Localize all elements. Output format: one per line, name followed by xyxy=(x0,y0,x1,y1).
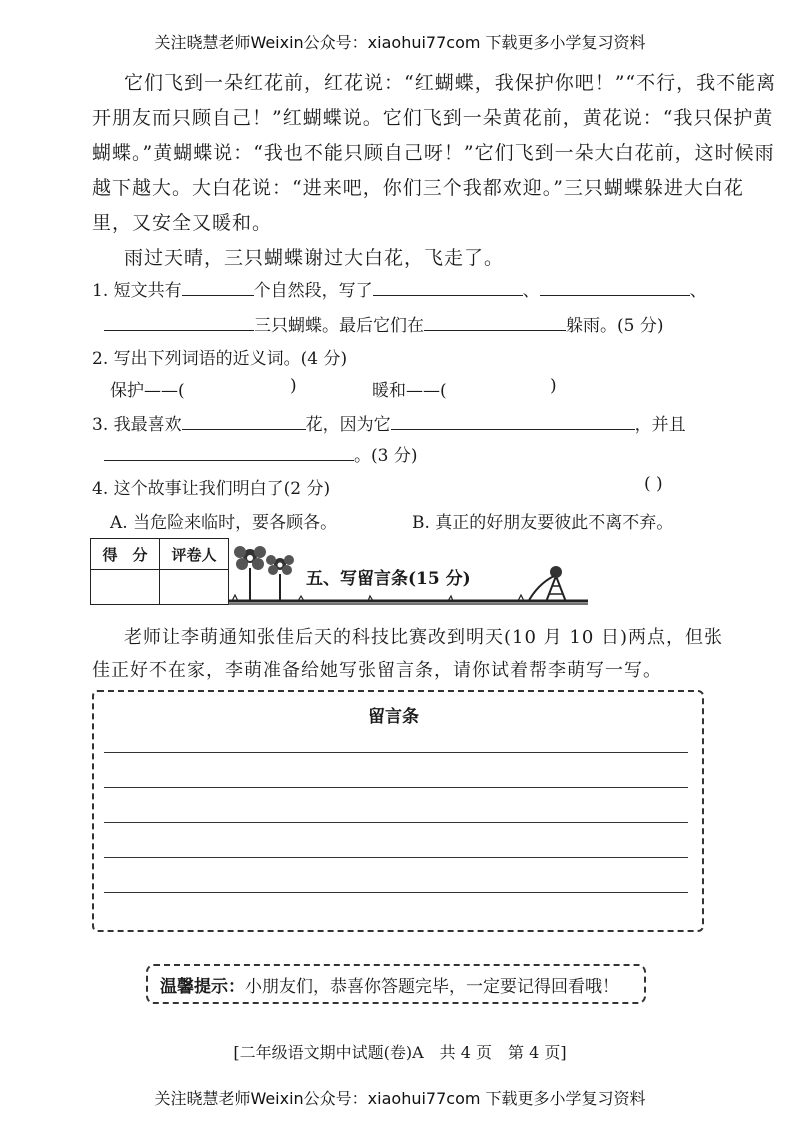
writing-line[interactable] xyxy=(104,822,688,823)
q3-text-d: 。(3 分) xyxy=(354,446,418,466)
q4-answer-paren[interactable]: ( ) xyxy=(644,474,663,494)
q1-text-a: 1. 短文共有 xyxy=(92,281,182,301)
story-line: 开朋友而只顾自己！”红蝴蝶说。它们飞到一朵黄花前，黄花说：“我只保护黄 xyxy=(92,107,774,129)
q2-word-1-close: ) xyxy=(290,376,297,396)
grader-header: 评卷人 xyxy=(160,539,229,570)
q1-blank-paragraph-count[interactable] xyxy=(182,277,254,296)
q1-blank-butterfly-1[interactable] xyxy=(373,277,523,296)
tip-text xyxy=(160,972,619,997)
tip-body: 小朋友们，恭喜你答题完毕，一定要记得回看哦！ xyxy=(245,977,619,997)
page-footer: [二年级语文期中试题(卷)A 共 4 页 第 4 页] xyxy=(233,1043,567,1062)
story-line: 它们飞到一朵红花前，红花说：“红蝴蝶，我保护你吧！”“不行，我不能离 xyxy=(124,72,777,94)
grass-ground xyxy=(228,595,588,604)
section-5-instruction: 老师让李萌通知张佳后天的科技比赛改到明天(10 月 10 日)两点，但张 xyxy=(124,627,724,648)
score-table xyxy=(90,538,229,605)
flower-icon xyxy=(234,546,266,600)
section-5-instruction: 佳正好不在家，李萌准备给她写张留言条，请你试着帮李萌写一写。 xyxy=(92,660,662,681)
q2-word-1: 保护——( xyxy=(110,381,185,401)
note-title: 留言条 xyxy=(368,707,419,727)
question-3-line-1 xyxy=(92,410,686,435)
writing-line[interactable] xyxy=(104,857,688,858)
q1-blank-butterfly-3[interactable] xyxy=(104,312,254,331)
q1-text-b: 个自然段，写了 xyxy=(253,281,373,301)
story-line: 蝴蝶。”黄蝴蝶说：“我也不能只顾自己呀！”它们飞到一朵大白花前，这时候雨 xyxy=(92,142,775,164)
question-3-line-2 xyxy=(104,441,417,466)
q3-text-a: 3. 我最喜欢 xyxy=(92,415,182,435)
q1-sep-2: 、 xyxy=(689,281,707,301)
writing-line[interactable] xyxy=(104,787,688,788)
q1-blank-butterfly-2[interactable] xyxy=(540,277,690,296)
q1-blank-shelter[interactable] xyxy=(424,312,566,331)
question-4-title: 4. 这个故事让我们明白了(2 分) xyxy=(92,479,331,499)
q3-text-b: 花，因为它 xyxy=(305,415,391,435)
top-watermark: 关注晓慧老师Weixin公众号：xiaohui77com 下载更多小学复习资料 xyxy=(154,33,646,52)
question-2-title: 2. 写出下列词语的近义词。(4 分) xyxy=(92,349,348,369)
writing-line[interactable] xyxy=(104,892,688,893)
bottom-watermark: 关注晓慧老师Weixin公众号：xiaohui77com 下载更多小学复习资料 xyxy=(154,1089,646,1108)
tip-label: 温馨提示： xyxy=(160,977,245,997)
question-1-line-2 xyxy=(104,311,663,336)
flower-icon xyxy=(266,555,294,600)
slide-icon xyxy=(528,566,566,602)
q1-text-d: 躲雨。(5 分) xyxy=(566,316,664,336)
q2-word-2-close: ) xyxy=(550,376,557,396)
score-cell[interactable] xyxy=(91,570,160,605)
question-1-line-1 xyxy=(92,276,707,301)
story-line: 越下越大。大白花说：“进来吧，你们三个我都欢迎。”三只蝴蝶躲进大白花 xyxy=(92,177,744,199)
grader-cell[interactable] xyxy=(160,570,229,605)
q3-blank-reason-1[interactable] xyxy=(391,411,635,430)
q4-option-b: B. 真正的好朋友要彼此不离不弃。 xyxy=(412,513,674,533)
section-5-title: 五、写留言条(15 分) xyxy=(306,569,471,589)
q1-sep-1: 、 xyxy=(522,281,540,301)
story-line: 里，又安全又暖和。 xyxy=(92,212,273,234)
q1-text-c: 三只蝴蝶。最后它们在 xyxy=(254,316,424,336)
writing-line[interactable] xyxy=(104,752,688,753)
story-last-paragraph: 雨过天晴，三只蝴蝶谢过大白花，飞走了。 xyxy=(124,247,505,269)
q3-blank-reason-2[interactable] xyxy=(104,442,354,461)
q4-option-a: A. 当危险来临时，要各顾各。 xyxy=(110,513,338,533)
q3-text-c: ，并且 xyxy=(634,415,686,435)
q3-blank-flower[interactable] xyxy=(182,411,306,430)
score-header: 得 分 xyxy=(91,539,160,570)
q2-word-2: 暖和——( xyxy=(372,381,447,401)
